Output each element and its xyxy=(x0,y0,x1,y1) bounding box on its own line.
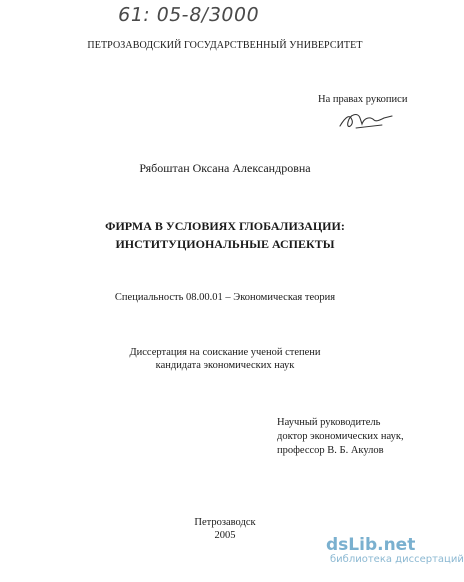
supervisor-name: профессор В. Б. Акулов xyxy=(277,445,384,456)
degree-statement-line-2: кандидата экономических наук xyxy=(155,360,295,371)
dissertation-title-line-2: ИНСТИТУЦИОНАЛЬНЫЕ АСПЕКТЫ xyxy=(115,237,335,251)
dslib-watermark[interactable] xyxy=(326,535,464,566)
supervisor-degree: доктор экономических наук, xyxy=(277,431,404,442)
dissertation-title-line-1: ФИРМА В УСЛОВИЯХ ГЛОБАЛИЗАЦИИ: xyxy=(105,219,345,233)
watermark-logo: dsLib.net xyxy=(326,535,416,555)
signature-icon xyxy=(336,108,396,134)
university-name: ПЕТРОЗАВОДСКИЙ ГОСУДАРСТВЕННЫЙ УНИВЕРСИТЕТ xyxy=(87,40,363,51)
degree-statement-line-1: Диссертация на соискание ученой степени xyxy=(129,347,321,358)
handwritten-catalog-code: 61: 05-8/3000 xyxy=(116,4,261,26)
watermark-tagline: библиотека диссертаций xyxy=(330,554,464,565)
publication-city: Петрозаводск xyxy=(194,517,256,528)
specialty-code: Специальность 08.00.01 – Экономическая теория xyxy=(114,292,336,303)
supervisor-role: Научный руководитель xyxy=(277,417,381,428)
author-name: Рябоштан Оксана Александровна xyxy=(139,161,311,175)
manuscript-rights-note: На правах рукописи xyxy=(318,94,408,105)
publication-year: 2005 xyxy=(214,530,236,541)
